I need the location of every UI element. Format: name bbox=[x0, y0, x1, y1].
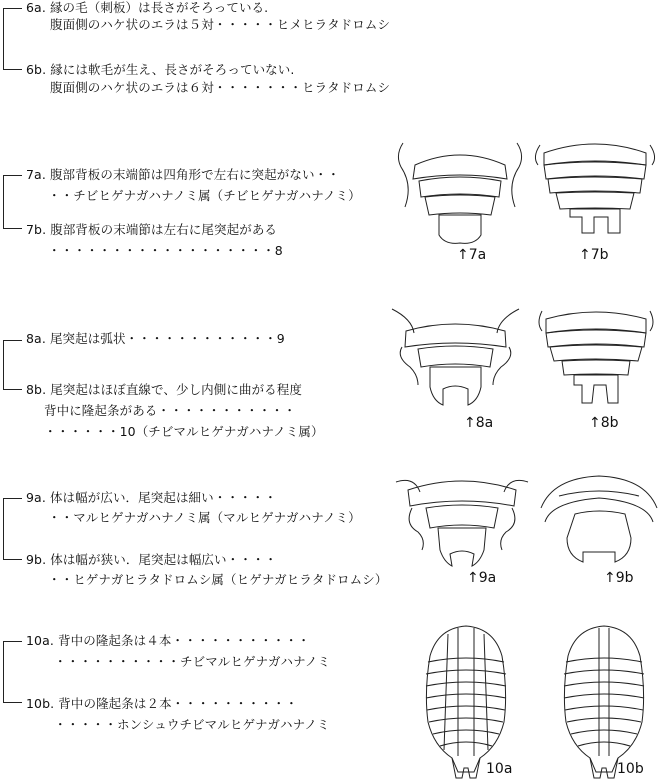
larva-body-10b-figure bbox=[556, 622, 652, 782]
couplet-7b-line-1: 7b. 腹部背板の末端節は左右に尾突起がある bbox=[26, 222, 278, 237]
couplet-8b-line-1: 8b. 尾突起はほぼ直線で、少し内側に曲がる程度 bbox=[26, 382, 302, 397]
larva-tail-9a-figure bbox=[392, 468, 532, 573]
figure-9a-caption: ↑9a bbox=[467, 570, 497, 586]
couplet-8a-line-1: 8a. 尾突起は弧状・・・・・・・・・・・・9 bbox=[26, 331, 285, 346]
figure-9b-caption: ↑9b bbox=[604, 570, 634, 586]
larva-tail-8a-figure bbox=[388, 305, 523, 410]
couplet-10b-line-1: 10b. 背中の隆起条は２本・・・・・・・・・・ bbox=[26, 696, 298, 711]
figure-10b-caption: 10b bbox=[617, 761, 644, 777]
larva-tail-7a-figure bbox=[395, 135, 525, 245]
larva-tail-8b-figure bbox=[532, 305, 660, 410]
couplet-8b-line-2: 背中に隆起条がある・・・・・・・・・・・ bbox=[44, 403, 297, 418]
couplet-10a-line-2: ・・・・・・・・・・チビマルヒゲナガハナノミ bbox=[54, 654, 331, 669]
couplet-9a-line-2: ・・マルヒゲナガハナノミ属（マルヒゲナガハナノミ） bbox=[48, 510, 361, 525]
couplet-9a-line-1: 9a. 体は幅が広い．尾突起は細い・・・・・ bbox=[26, 490, 277, 505]
couplet-7a-line-1: 7a. 腹部背板の末端節は四角形で左右に突起がない・・ bbox=[26, 167, 340, 182]
couplet-10b-line-2: ・・・・・ホンシュウチビマルヒゲナガハナノミ bbox=[54, 717, 330, 732]
larva-body-10a-figure bbox=[418, 622, 514, 782]
couplet-9-bracket bbox=[3, 498, 4, 560]
larva-tail-9b-figure bbox=[535, 468, 665, 573]
figure-8b-caption: ↑8b bbox=[589, 415, 619, 431]
couplet-6b-line-1: 6b. 縁には軟毛が生え、長さがそろっていない. bbox=[26, 62, 295, 77]
couplet-10-bracket bbox=[3, 641, 4, 703]
figure-8a-caption: ↑8a bbox=[464, 415, 494, 431]
couplet-6-bracket bbox=[3, 8, 4, 70]
couplet-8b-line-3: ・・・・・・10（チビマルヒゲナガハナノミ属） bbox=[44, 424, 324, 439]
figure-7a-caption: ↑7a bbox=[457, 247, 487, 263]
couplet-7b-line-2: ・・・・・・・・・・・・・・・・・・8 bbox=[48, 243, 283, 258]
figure-10a-caption: 10a bbox=[486, 761, 513, 777]
couplet-6a-line-1: 6a. 縁の毛（刺板）は長さがそろっている. bbox=[26, 0, 269, 15]
couplet-9b-line-2: ・・ヒゲナガヒラタドロムシ属（ヒゲナガヒラタドロムシ） bbox=[48, 572, 388, 587]
couplet-8-bracket bbox=[3, 340, 4, 390]
figure-7b-caption: ↑7b bbox=[579, 247, 609, 263]
couplet-10a-line-1: 10a. 背中の隆起条は４本・・・・・・・・・・・ bbox=[26, 633, 311, 648]
couplet-7a-line-2: ・・チビヒゲナガハナノミ属（チビヒゲナガハナノミ） bbox=[48, 188, 361, 203]
couplet-7-bracket bbox=[3, 175, 4, 229]
larva-tail-7b-figure bbox=[530, 135, 660, 245]
couplet-9b-line-1: 9b. 体は幅が狭い．尾突起は幅広い・・・・ bbox=[26, 552, 278, 567]
couplet-6b-line-2: 腹面側のハケ状のエラは６対・・・・・・・ヒラタドロムシ bbox=[50, 80, 391, 95]
couplet-6a-line-2: 腹面側のハケ状のエラは５対・・・・・ヒメヒラタドロムシ bbox=[50, 17, 391, 32]
